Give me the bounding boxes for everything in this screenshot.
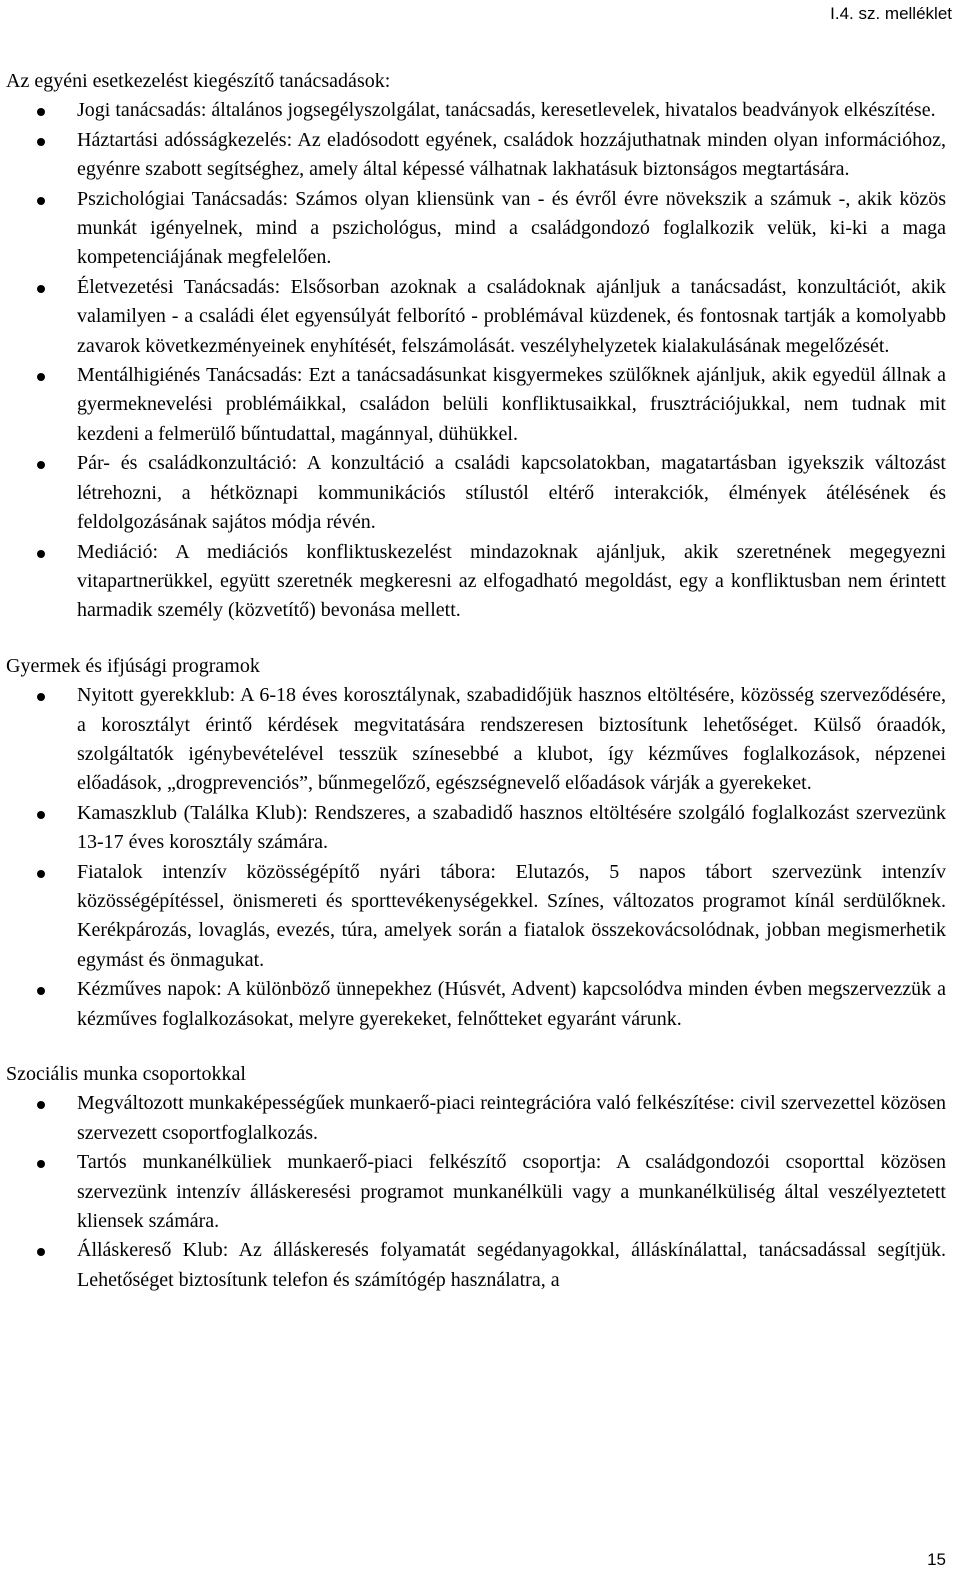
bullet-icon	[37, 138, 45, 146]
bullet-icon	[37, 693, 45, 701]
list-item-text: Mediáció: A mediációs konfliktuskezelést mindazoknak ajánljuk, akik szeretnének megegyezni vitapartnerükkel, együtt szeretnék megkeresni az elfogadható megoldást, egy a konfliktusban nem érintett harmadik személy (közvetítő) bevonása mellett.	[77, 540, 946, 622]
list-item-text: Életvezetési Tanácsadás: Elsősorban azoknak a családoknak ajánljuk a tanácsadást, konzultációt, akik valamilyen - a családi élet egyensúlyát felborító - problémával küzdenek, és fontosnak tartják a komolyabb zavarok következményeinek enyhítését, felszámolását. veszélyhelyzetek kialakulásának megelőzését.	[77, 275, 946, 357]
section-individual-counseling	[6, 67, 946, 626]
list-item	[6, 273, 946, 361]
section-group-social-work	[6, 1060, 946, 1295]
section-youth-programs	[6, 652, 946, 1034]
bullet-icon	[37, 285, 45, 293]
annex-label: I.4. sz. melléklet	[830, 4, 952, 23]
bullet-icon	[37, 1160, 45, 1168]
list-item	[6, 185, 946, 273]
list-item-text: Pár- és családkonzultáció: A konzultáció a családi kapcsolatokban, magatartásban igyekszik változást létrehozni, a hétköznapi kommunikációs stílustól eltérő interakciók, élmények átélésének és feldolgozásának sajátos módja révén.	[77, 452, 946, 534]
list-item-text: Nyitott gyerekklub: A 6-18 éves korosztálynak, szabadidőjük hasznos eltöltésére, közösség szerveződésére, a korosztályt érintő kérdések megvitatására rendszeresen biztosítunk lehetőséget. Külső óraadók, szolgáltatók igénybevételével tesszük színesebbé a klubot, így kézműves foglalkozások, népzenei előadások, „drogprevenciós”, bűnmegelőző, egészségnevelő előadások várják a gyerekeket.	[77, 684, 946, 795]
list-item	[6, 681, 946, 799]
bullet-list	[6, 1089, 946, 1295]
list-item-text: Pszichológiai Tanácsadás: Számos olyan kliensünk van - és évről évre növekszik a számuk -, akik közös munkát igényelnek, mind a pszichológus, mind a családgondozó foglalkozik velük, ki-ki a maga kompetenciájának megfelelően.	[77, 187, 946, 269]
list-item-text: Megváltozott munkaképességűek munkaerő-piaci reintegrációra való felkészítése: civil szervezettel közösen szervezett csoportfoglalkozás.	[77, 1092, 946, 1144]
list-item-text: Álláskereső Klub: Az álláskeresés folyamatát segédanyagokkal, álláskínálattal, tanácsadással segítjük. Lehetőséget biztosítunk telefon és számítógép használatra, a	[77, 1239, 946, 1291]
list-item	[6, 449, 946, 537]
bullet-icon	[37, 870, 45, 878]
list-item-text: Tartós munkanélküliek munkaerő-piaci felkészítő csoportja: A családgondozói csoporttal közösen szervezünk intenzív álláskeresési programot munkanélküli vagy a munkanélküliség által veszélyeztetett kliensek számára.	[77, 1151, 946, 1233]
bullet-icon	[37, 811, 45, 819]
bullet-icon	[37, 987, 45, 995]
page-number: 15	[927, 1550, 946, 1569]
list-item	[6, 858, 946, 976]
list-item	[6, 538, 946, 626]
bullet-icon	[37, 108, 45, 116]
bullet-icon	[37, 1101, 45, 1109]
list-item	[6, 799, 946, 858]
list-item-text: Jogi tanácsadás: általános jogsegélyszolgálat, tanácsadás, keresetlevelek, hivatalos beadványok elkészítése.	[77, 99, 936, 122]
list-item	[6, 1089, 946, 1148]
bullet-icon	[37, 550, 45, 558]
list-item	[6, 126, 946, 185]
section-title: Az egyéni esetkezelést kiegészítő tanácsadások:	[6, 70, 391, 92]
document-body	[6, 67, 946, 1295]
list-item-text: Kamaszklub (Találka Klub): Rendszeres, a szabadidő hasznos eltöltésére szolgáló foglalkozást szervezünk 13-17 éves korosztály számára.	[77, 801, 946, 854]
list-item	[6, 96, 946, 125]
bullet-list	[6, 96, 946, 625]
bullet-icon	[37, 461, 45, 469]
section-title: Szociális munka csoportokkal	[6, 1063, 246, 1085]
list-item	[6, 1148, 946, 1236]
list-item	[6, 361, 946, 449]
section-title: Gyermek és ifjúsági programok	[6, 654, 260, 677]
list-item	[6, 975, 946, 1034]
bullet-icon	[37, 1248, 45, 1256]
list-item-text: Kézműves napok: A különböző ünnepekhez (Húsvét, Advent) kapcsolódva minden évben megszervezzük a kézműves foglalkozásokat, melyre gyerekeket, felnőtteket egyaránt várunk.	[77, 978, 946, 1030]
list-item-text: Mentálhigiénés Tanácsadás: Ezt a tanácsadásunkat kisgyermekes szülőknek ajánljuk, akik egyedül állnak a gyermeknevelési problémáikkal, családon belüli konfliktusaikkal, frusztrációjukkal, nem tudnak mit kezdeni a felmerülő bűntudattal, magánnyal, dühükkel.	[77, 364, 946, 445]
list-item	[6, 1236, 946, 1295]
list-item-text: Háztartási adósságkezelés: Az eladósodott egyének, családok hozzájuthatnak minden olyan információhoz, egyénre szabott segítséghez, amely által képessé válhatnak lakhatásuk biztonságos megtartására.	[77, 128, 946, 181]
bullet-list	[6, 681, 946, 1034]
bullet-icon	[37, 197, 45, 205]
bullet-icon	[37, 373, 45, 381]
list-item-text: Fiatalok intenzív közösségépítő nyári tábora: Elutazós, 5 napos tábort szervezünk intenzív közösségépítéssel, önismereti és sporttevékenységekkel. Színes, változatos programot kínál serdülőknek. Kerékpározás, lovaglás, evezés, túra, amelyek során a fiatalok összekovácsolódnak, jobban megismerhetik egymást és önmagukat.	[77, 860, 946, 971]
